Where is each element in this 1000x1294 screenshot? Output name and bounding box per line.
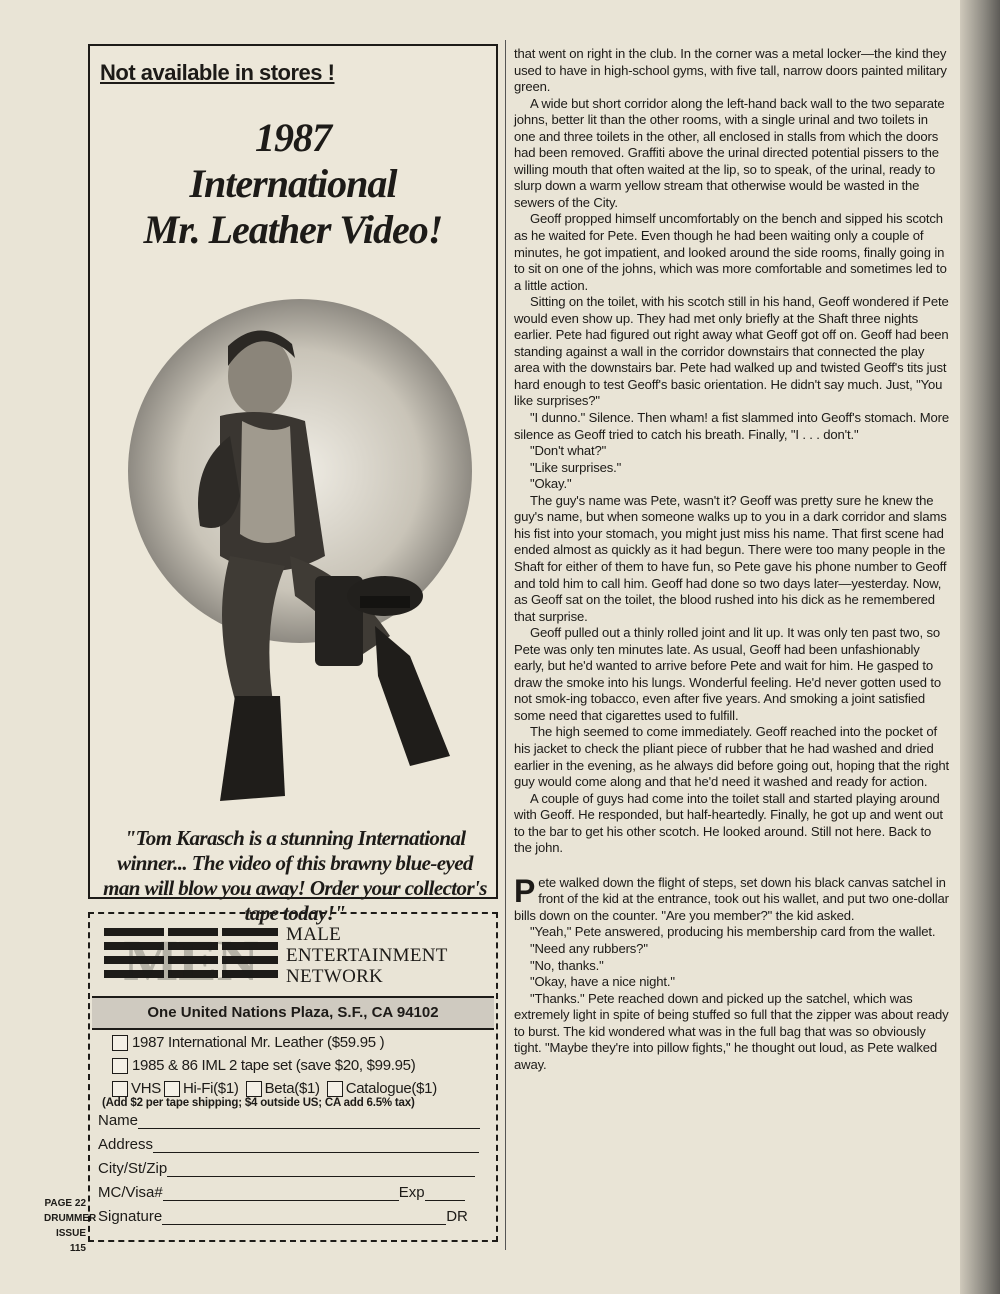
story-paragraph: "Need any rubbers?" <box>530 940 648 956</box>
beta-checkbox[interactable] <box>246 1081 262 1097</box>
leatherman-illustration <box>110 296 480 816</box>
network-name-line3: NETWORK <box>286 966 384 987</box>
signature-label: Signature <box>98 1208 163 1225</box>
option-checkbox[interactable] <box>112 1058 128 1074</box>
video-advertisement <box>88 44 498 925</box>
name-line[interactable] <box>138 1114 480 1129</box>
story-paragraph: Geoff pulled out a thinly rolled joint and lit up. It was only ten past two, so Pete was only ten minutes late. As usual, Geoff had been unfashionably early, but he'd wanted to arrive before Pete and wait for him. He gasped to draw the smoke into his lungs. Wonderful feeling. He'd never gotten used to not smok-ing tobacco, even after five years. And smoking a joint satisfied some need that cigarettes used to fulfill. <box>514 625 941 723</box>
column-divider <box>505 40 506 1250</box>
section-two-opening <box>514 872 952 925</box>
story-paragraph: A couple of guys had come into the toilet stall and started playing around with Geoff. He responded, but half-heartedly. Finally, he got up and went out to the bar to get his other scotch. He looked around. Still not here. Back to the john. <box>514 790 943 856</box>
story-paragraph: "Don't what?" <box>530 443 607 459</box>
page-number: PAGE 22 <box>44 1198 86 1209</box>
ad-headline-line2: International <box>189 161 397 206</box>
ad-quote: "Tom Karasch is a stunning International winner... The video of this brawny blue-eyed man will blow you away! Order your collector's tape today!" <box>103 826 487 925</box>
hifi-checkbox[interactable] <box>164 1081 180 1097</box>
story-paragraph: The guy's name was Pete, wasn't it? Geoff was pretty sure he knew the guy's name, but when someone walks up to you in a dark corridor and slams his fist into your stomach, you might just miss his name. That first scene had ended almost as quickly as it had begun. There were too many people in the Shaft for either of them to have fun, so Pete gave his phone number to Geoff and told him to call him. Geoff had done so two days later—yesterday. Now, as Geoff sat on the toilet, the blood rushed into his dick as he remembered that surprise. <box>514 492 947 624</box>
city-line[interactable] <box>167 1162 475 1177</box>
story-paragraph: "Thanks." Pete reached down and picked up the satchel, which was extremely light in spite of being stuffed so full that the zipper was about ready to burst. The kid wondered what was in the full bag that was so obviously tight. "Maybe they're into pillow fights," he thought out loud, as Pete walked away. <box>514 990 949 1072</box>
option-tape-set[interactable] <box>112 1057 415 1074</box>
men-logo-text: MEN <box>123 928 259 992</box>
magazine-name: DRUMMER <box>44 1213 97 1224</box>
story-paragraph: "Like surprises." <box>530 459 622 475</box>
dr-code: DR <box>446 1208 468 1225</box>
vhs-label: VHS <box>131 1080 161 1097</box>
network-name-line2: ENTERTAINMENT <box>286 945 448 966</box>
story-paragraph: "I dunno." Silence. Then wham! a fist slammed into Geoff's stomach. More silence as Geoff tried to catch his breath. Finally, "I . . . don't." <box>514 410 949 442</box>
story-paragraph: "No, thanks." <box>530 957 604 973</box>
issue-number: ISSUE 115 <box>55 1228 86 1254</box>
story-paragraph: "Okay." <box>530 476 572 492</box>
option-checkbox[interactable] <box>112 1035 128 1051</box>
name-label: Name <box>98 1112 139 1129</box>
page-info <box>44 1196 97 1256</box>
exp-label: Exp <box>398 1184 425 1201</box>
option-label: 1985 & 86 IML 2 tape set (save $20, $99.95) <box>132 1057 416 1074</box>
ad-headline-line3: Mr. Leather Video! <box>143 207 443 252</box>
option-label: 1987 International Mr. Leather ($59.95 ) <box>132 1034 385 1051</box>
city-label: City/St/Zip <box>98 1160 168 1177</box>
mailing-address: One United Nations Plaza, S.F., CA 94102 <box>92 996 494 1030</box>
ad-headline-year: 1987 <box>255 115 331 160</box>
story-paragraph: The high seemed to come immediately. Geoff reached into the pocket of his jacket to check the pliant piece of rubber that he had washed and dried earlier in the evening, as he always did before going out, hoping that the right guy would come along and that he'd need it washed and ready for action. <box>514 724 949 790</box>
story-paragraph: "Okay, have a nice night." <box>530 974 675 990</box>
section-two-first-text: ete walked down the flight of steps, set down his black canvas satchel in front of the kid at the entrance, took out his wallet, and put two one-dollar bills down on the counter. "Are you member?" the kid asked. <box>514 874 949 923</box>
network-name <box>286 924 448 987</box>
vhs-checkbox[interactable] <box>112 1081 128 1097</box>
shipping-note: (Add $2 per tape shipping; $4 outside US; CA add 6.5% tax) <box>102 1097 415 1109</box>
card-label: MC/Visa# <box>98 1184 163 1201</box>
network-name-line1: MALE <box>286 924 342 945</box>
catalogue-label: Catalogue($1) <box>345 1080 437 1097</box>
hifi-label: Hi-Fi($1) <box>182 1080 239 1097</box>
story-paragraph: Sitting on the toilet, with his scotch still in his hand, Geoff wondered if Pete would even show up. They had met only briefly at the Shaft three nights earlier. Pete had figured out right away what Geoff got off on. Geoff had been standing against a wall in the corridor downstairs that connected the play area with the downstairs bar. Pete had walked up and twisted Geoff's tits just hard enough to test Geoff's basic orientation. He didn't say much. Just, "You like surprises?" <box>514 294 949 409</box>
signature-field[interactable] <box>98 1208 468 1225</box>
catalogue-checkbox[interactable] <box>327 1081 343 1097</box>
story-paragraph: Geoff propped himself uncomfortably on the bench and sipped his scotch as he waited for Pete. Even though he had been waiting only a couple of minutes, he got impatient, and looked around the side rooms, finally going in to sit on one of the johns, which was more comfortable and sometimes led to a little action. <box>514 211 947 293</box>
story-paragraph: "Yeah," Pete answered, producing his membership card from the wallet. <box>530 924 936 940</box>
option-1987-iml[interactable] <box>112 1034 384 1051</box>
ad-banner: Not available in stores ! <box>100 60 335 85</box>
order-form <box>88 912 498 1242</box>
name-field[interactable] <box>98 1112 480 1129</box>
city-field[interactable] <box>98 1160 475 1177</box>
card-field[interactable] <box>98 1184 465 1201</box>
page-edge-shadow <box>960 0 1000 1294</box>
card-line[interactable] <box>163 1186 399 1201</box>
address-label: Address <box>98 1136 154 1153</box>
signature-line[interactable] <box>162 1210 446 1225</box>
men-logo <box>104 924 279 992</box>
drop-cap: P <box>514 872 536 909</box>
address-line[interactable] <box>153 1138 479 1153</box>
story-paragraph: that went on right in the club. In the corner was a metal locker—the kind they used to have in high-school gyms, with five tall, narrow doors painted military green. <box>514 46 947 95</box>
address-field[interactable] <box>98 1136 479 1153</box>
story-column <box>514 46 952 1073</box>
exp-line[interactable] <box>425 1186 465 1201</box>
beta-label: Beta($1) <box>264 1080 320 1097</box>
story-paragraph: A wide but short corridor along the left-hand back wall to the two separate johns, better lit than the other rooms, with a single urinal and two toilets in one and three toilets in the other, all enclosed in stalls from which the doors had been removed. Graffiti above the urinal directed potential pissers to the willing mouth that often waited at the lip, so to speak, of the urinal, ready to slurp down a warm yellow stream that otherwise would be wasted in the sewers of the City. <box>514 95 945 210</box>
format-options <box>112 1080 437 1097</box>
